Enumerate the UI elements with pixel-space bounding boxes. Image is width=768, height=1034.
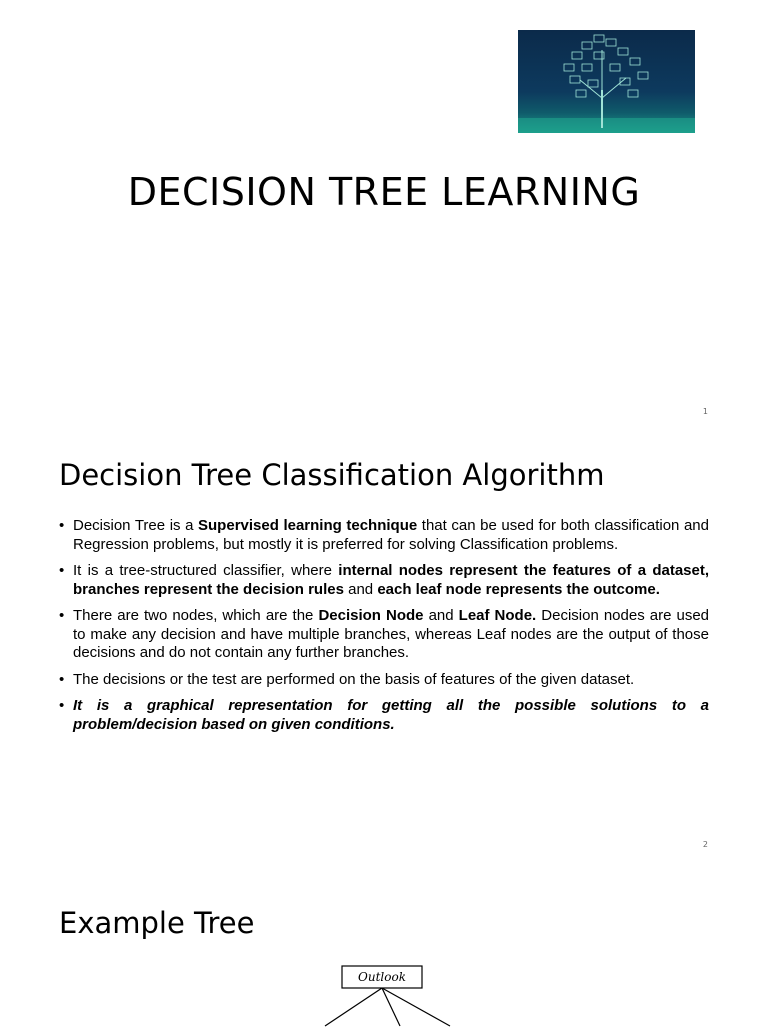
bullet-text: Leaf Node.	[458, 607, 537, 624]
bullet-item	[59, 562, 709, 599]
slide-title: Decision Tree Classification Algorithm	[59, 458, 605, 492]
bullet-text: The decisions or the test are performed on the basis of features of the given dataset.	[73, 670, 635, 688]
bullet-text: Supervised learning technique	[198, 517, 418, 534]
bullet-text: and	[343, 580, 378, 598]
bullet-item	[59, 607, 709, 663]
bullet-item	[59, 697, 709, 734]
slide-title: DECISION TREE LEARNING	[127, 170, 641, 214]
bullet-text: and	[423, 607, 459, 624]
bullet-text: It is a tree-structured classifier, where	[73, 562, 339, 579]
page-number: 1	[702, 407, 708, 416]
bullet-text: each leaf node represents the outcome.	[377, 580, 660, 598]
branch-left	[325, 988, 382, 1026]
bullet-text: It is a graphical representation for getting all the possible solutions to a problem/decision based on given conditions.	[73, 697, 709, 733]
bullet-list	[59, 517, 709, 742]
branch-right	[382, 988, 450, 1026]
bullet-text: There are two nodes, which are the	[73, 607, 319, 624]
root-node-label: Outlook	[358, 970, 406, 984]
bullet-text: Decision nodes are used to make any decision and have multiple branches, whereas Leaf nodes are the output of those decisions and do not contain any further branches.	[73, 607, 710, 661]
slide-3	[0, 864, 768, 1024]
bullet-text: internal nodes represent the features of a dataset, branches represent the decision rules	[73, 562, 710, 598]
bullet-item	[59, 671, 709, 690]
bullet-text: Decision Tree is a	[73, 517, 199, 534]
decision-tree-image	[518, 30, 695, 133]
slide-title: Example Tree	[59, 906, 255, 940]
slide-2	[0, 432, 768, 864]
bullet-text: that can be used for both classification and Regression problems, but mostly it is preferred for solving Classification problems.	[73, 517, 709, 553]
page-number: 2	[702, 840, 708, 849]
bullet-item	[59, 517, 709, 554]
tree-illustration	[518, 30, 695, 133]
bullet-text: Decision Node	[318, 607, 424, 624]
slide-1	[0, 0, 768, 432]
